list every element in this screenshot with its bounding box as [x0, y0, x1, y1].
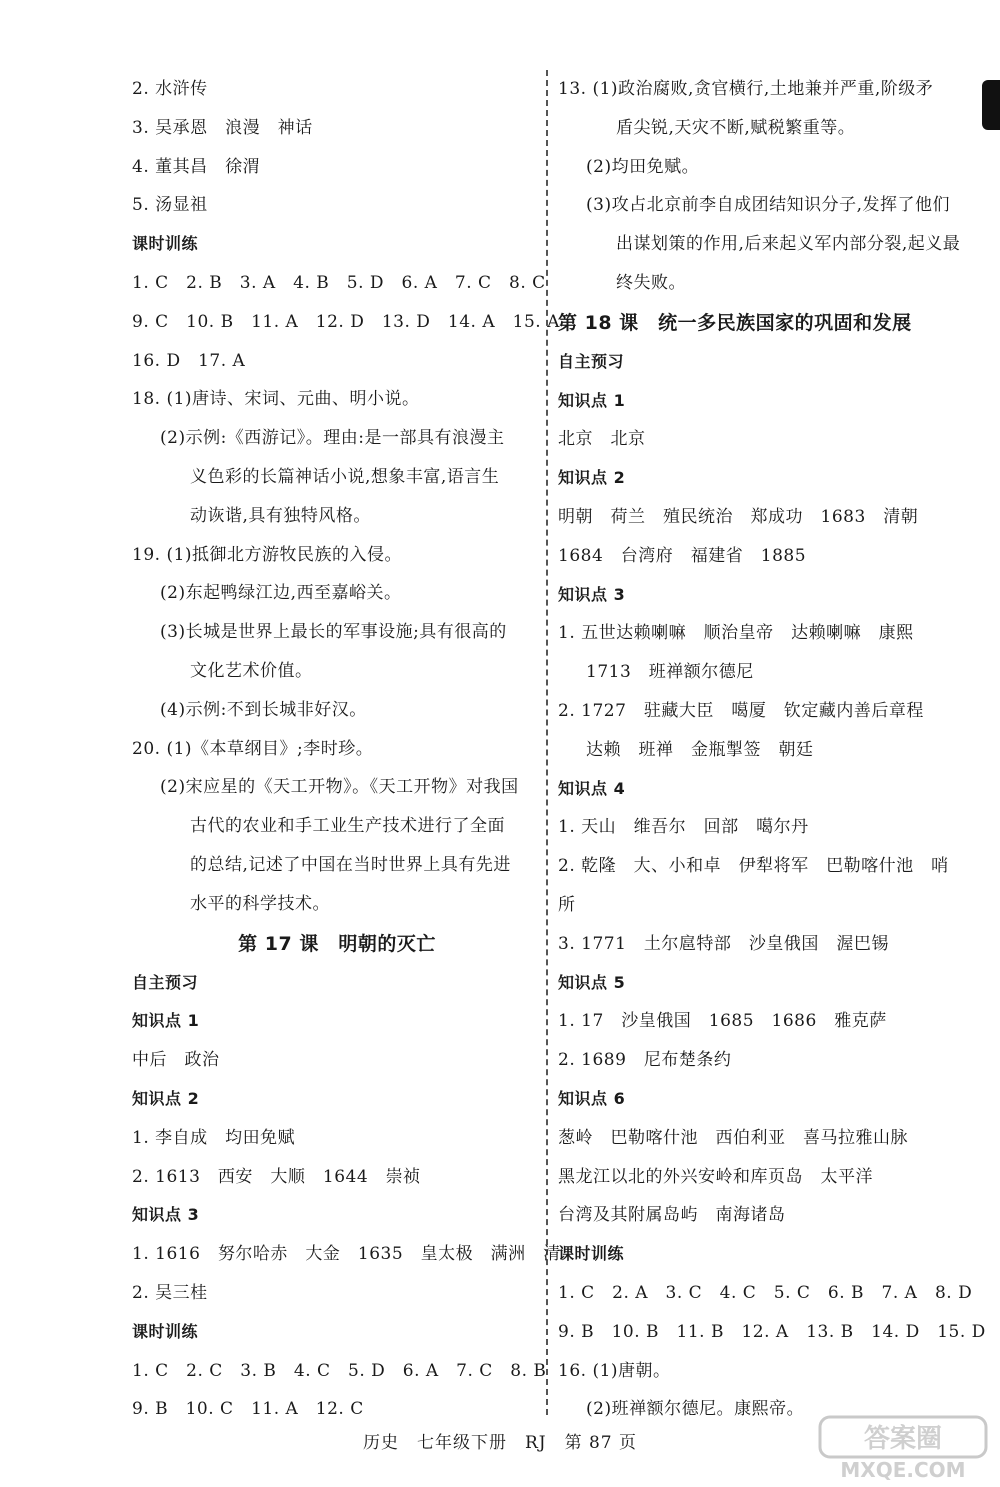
answer-line: 13. (1)政治腐败,贪官横行,土地兼并严重,阶级矛: [558, 79, 934, 99]
section-heading: 课时训练: [558, 1244, 625, 1264]
answer-line: 2. 1727 驻藏大臣 噶厦 钦定藏内善后章程: [558, 700, 924, 721]
watermark-logo: [818, 1415, 988, 1481]
answer-line: 达赖 班禅 金瓶掣签 朝廷: [586, 739, 814, 760]
answer-line: 1. 李自成 均田免赋: [132, 1127, 296, 1148]
answer-line: 的总结,记述了中国在当时世界上具有先进: [190, 854, 511, 875]
answer-line: 2. 1689 尼布楚条约: [558, 1050, 732, 1071]
answer-line: 明朝 荷兰 殖民统治 郑成功 1683 清朝: [558, 506, 919, 527]
answer-line: 1. C 2. A 3. C 4. C 5. C 6. B 7. A 8. D: [558, 1282, 973, 1303]
answer-line: (2)宋应星的《天工开物》。《天工开物》对我国: [160, 777, 519, 798]
watermark-en: MXQE.COM: [840, 1458, 966, 1481]
watermark-cn: 答案圈: [863, 1424, 943, 1454]
answer-line: 终失败。: [616, 272, 686, 293]
section-heading: 知识点 3: [132, 1205, 200, 1225]
answer-line: 9. B 10. B 11. B 12. A 13. B 14. D 15. D: [558, 1321, 986, 1342]
answer-line: 1. 1616 努尔哈赤 大金 1635 皇太极 满洲 清: [132, 1244, 561, 1265]
answer-line: 18. (1)唐诗、宋词、元曲、明小说。: [132, 389, 420, 410]
section-heading: 自主预习: [132, 972, 199, 992]
answer-line: 黑龙江以北的外兴安岭和库页岛 太平洋: [558, 1166, 873, 1187]
right-column: [558, 70, 986, 1429]
section-heading: 课时训练: [132, 234, 199, 254]
page-footer: 历史 七年级下册 RJ 第 87 页: [362, 1433, 638, 1453]
section-heading: 知识点 5: [558, 972, 626, 992]
section-heading: 自主预习: [558, 351, 625, 371]
answer-line: 2. 吴三桂: [132, 1282, 208, 1303]
answer-line: (2)示例:《西游记》。理由:是一部具有浪漫主: [160, 428, 505, 449]
answer-line: 文化艺术价值。: [190, 660, 313, 681]
answer-line: 台湾及其附属岛屿 南海诸岛: [558, 1205, 786, 1226]
section-heading: 知识点 6: [558, 1088, 626, 1108]
answer-line: 9. B 10. C 11. A 12. C: [132, 1399, 364, 1420]
answer-line: 2. 乾隆 大、小和卓 伊犁将军 巴勒喀什池 哨: [558, 856, 949, 877]
answer-line: 16. (1)唐朝。: [558, 1360, 671, 1381]
answer-line: 出谋划策的作用,后来起义军内部分裂,起义最: [616, 234, 961, 255]
answer-line: 1684 台湾府 福建省 1885: [558, 545, 807, 566]
lesson-title: 第 17 课 明朝的灭亡: [238, 932, 436, 955]
lesson-title: 第 18 课 统一多民族国家的巩固和发展: [558, 311, 912, 334]
answer-line: 1. 17 沙皇俄国 1685 1686 雅克萨: [558, 1011, 887, 1032]
answer-line: 5. 汤显祖: [132, 195, 208, 216]
answer-line: 16. D 17. A: [132, 350, 246, 371]
left-column: [132, 70, 561, 1429]
answer-line: (4)示例:不到长城非好汉。: [160, 699, 367, 720]
answer-line: 2. 水浒传: [132, 79, 208, 99]
section-heading: 知识点 2: [132, 1088, 200, 1108]
answer-line: 1. C 2. C 3. B 4. C 5. D 6. A 7. C 8. B: [132, 1360, 547, 1381]
answer-line: 3. 1771 土尔扈特部 沙皇俄国 渥巴锡: [558, 933, 889, 954]
answer-line: (2)班禅额尔德尼。康熙帝。: [586, 1399, 805, 1420]
section-heading: 知识点 4: [558, 778, 626, 798]
answer-line: (2)均田免赋。: [586, 156, 700, 177]
answer-line: 北京 北京: [558, 429, 646, 450]
answer-line: 3. 吴承恩 浪漫 神话: [132, 117, 313, 138]
section-heading: 知识点 2: [558, 468, 626, 488]
section-heading: 知识点 3: [558, 584, 626, 604]
answer-line: (3)长城是世界上最长的军事设施;具有很高的: [160, 622, 507, 643]
answer-line: (3)攻占北京前李自成团结知识分子,发挥了他们: [586, 195, 950, 216]
answer-line: 所: [558, 894, 576, 915]
column-divider: [546, 70, 548, 1415]
answer-line: 1. 五世达赖喇嘛 顺治皇帝 达赖喇嘛 康熙: [558, 623, 914, 644]
answer-line: 义色彩的长篇神话小说,想象丰富,语言生: [190, 466, 500, 487]
answer-line: 盾尖锐,天灾不断,赋税繁重等。: [616, 117, 856, 138]
answer-line: 1713 班禅额尔德尼: [586, 662, 754, 683]
answer-line: 9. C 10. B 11. A 12. D 13. D 14. A 15. A: [132, 311, 560, 332]
answer-line: 葱岭 巴勒喀什池 西伯利亚 喜马拉雅山脉: [558, 1127, 908, 1148]
answer-line: 4. 董其昌 徐渭: [132, 156, 261, 177]
section-heading: 课时训练: [132, 1321, 199, 1341]
answer-line: 2. 1613 西安 大顺 1644 崇祯: [132, 1166, 421, 1187]
answer-line: 1. 天山 维吾尔 回部 噶尔丹: [558, 817, 809, 838]
answer-line: 1. C 2. B 3. A 4. B 5. D 6. A 7. C 8. C: [132, 272, 546, 293]
section-heading: 知识点 1: [132, 1011, 200, 1031]
answer-line: 动诙谐,具有独特风格。: [190, 505, 371, 526]
answer-line: 19. (1)抵御北方游牧民族的入侵。: [132, 544, 403, 565]
answer-line: 20. (1)《本草纲目》;李时珍。: [132, 738, 374, 759]
answer-line: 古代的农业和手工业生产技术进行了全面: [190, 816, 505, 837]
page-edge-tab: [982, 80, 1000, 130]
answer-line: (2)东起鸭绿江边,西至嘉峪关。: [160, 583, 402, 604]
section-heading: 知识点 1: [558, 390, 626, 410]
answer-line: 中后 政治: [132, 1050, 220, 1071]
answer-line: 水平的科学技术。: [190, 893, 330, 914]
